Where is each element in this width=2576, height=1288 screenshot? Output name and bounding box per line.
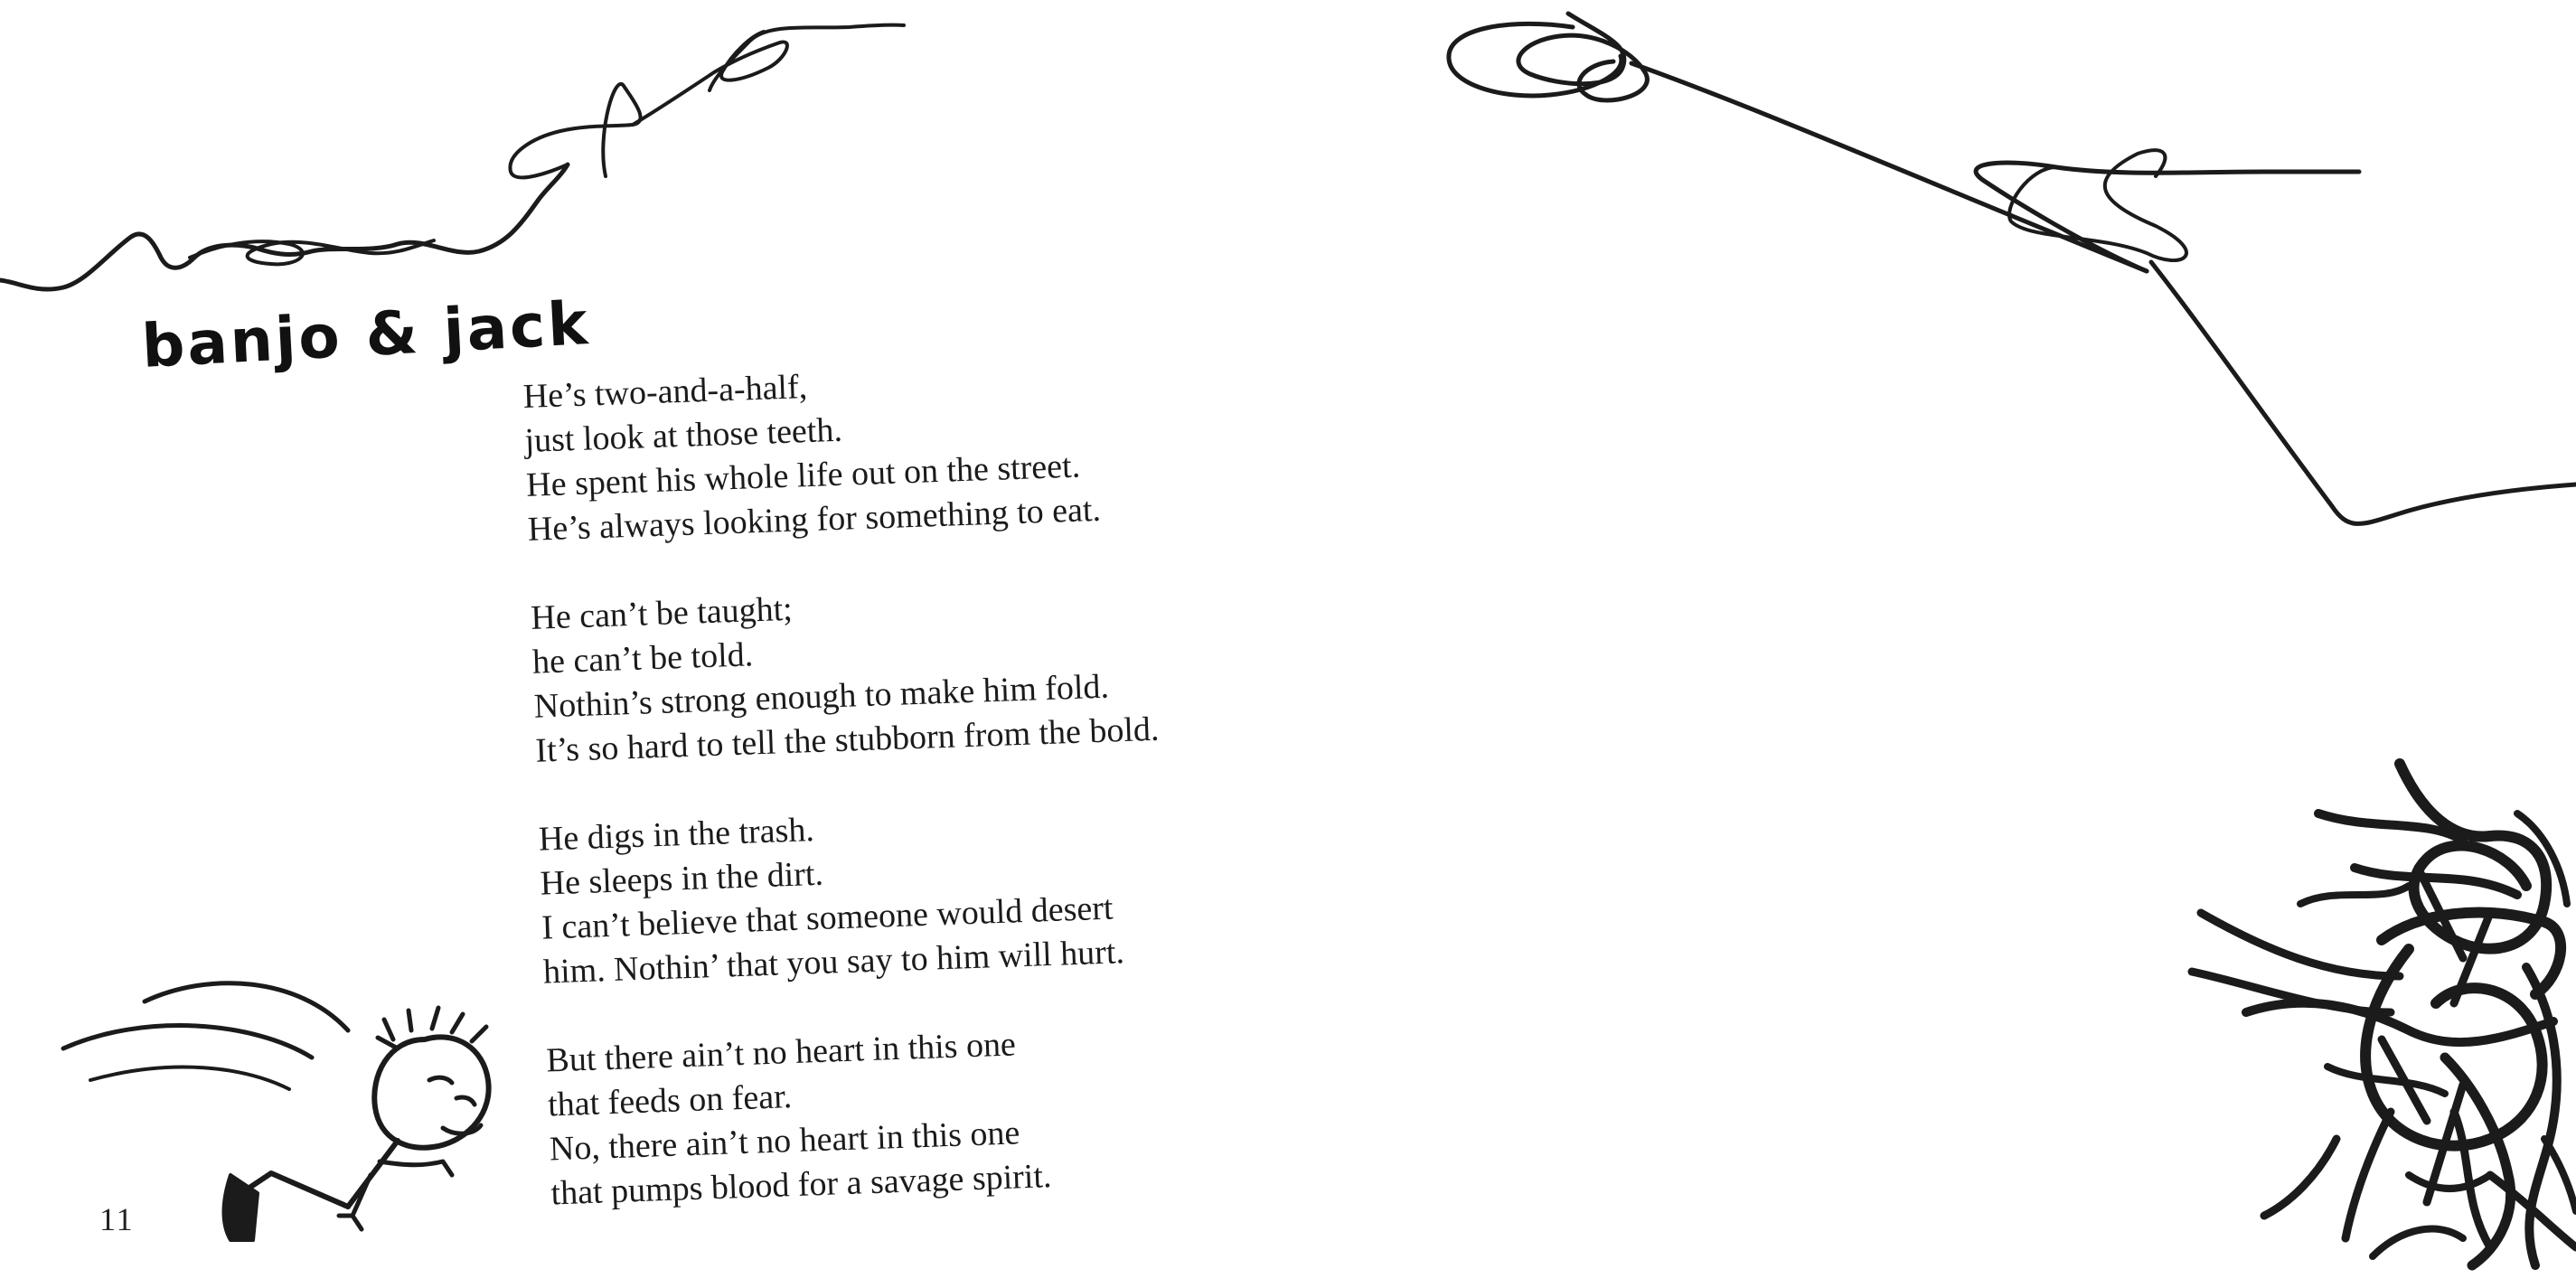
page-number: 11 — [99, 1201, 135, 1237]
poem-line: him. Nothin’ that you say to him will hurt. — [542, 933, 1125, 992]
poem-line: He spent his whole life out on the street. — [525, 447, 1081, 504]
tangled-scribble-illustration — [1288, 0, 2576, 1288]
right-page — [1288, 0, 2576, 1288]
poem-line: He’s always looking for something to eat. — [527, 490, 1102, 549]
poem-line: No, there ain’t no heart in this one — [549, 1114, 1020, 1169]
poem-line: I can’t believe that someone would desert — [541, 888, 1114, 947]
poem-line: He sleeps in the dirt. — [539, 854, 824, 903]
poem-line: Nothin’s strong enough to make him fold. — [533, 667, 1110, 726]
poem-line: he can’t be told. — [531, 635, 754, 682]
poem-line: He digs in the trash. — [538, 811, 815, 859]
poem-line: He can’t be taught; — [530, 589, 794, 637]
poem-line: just look at those teeth. — [523, 410, 843, 460]
poem-line: that feeds on fear. — [547, 1077, 793, 1124]
poem-line: He’s two-and-a-half, — [522, 368, 808, 416]
poem-line: that pumps blood for a savage spirit. — [550, 1157, 1053, 1213]
poem-title: banjo & jack — [140, 288, 592, 381]
poem-line: But there ain’t no heart in this one — [545, 1025, 1017, 1080]
poem-line: It’s so hard to tell the stubborn from the bold. — [534, 710, 1161, 770]
